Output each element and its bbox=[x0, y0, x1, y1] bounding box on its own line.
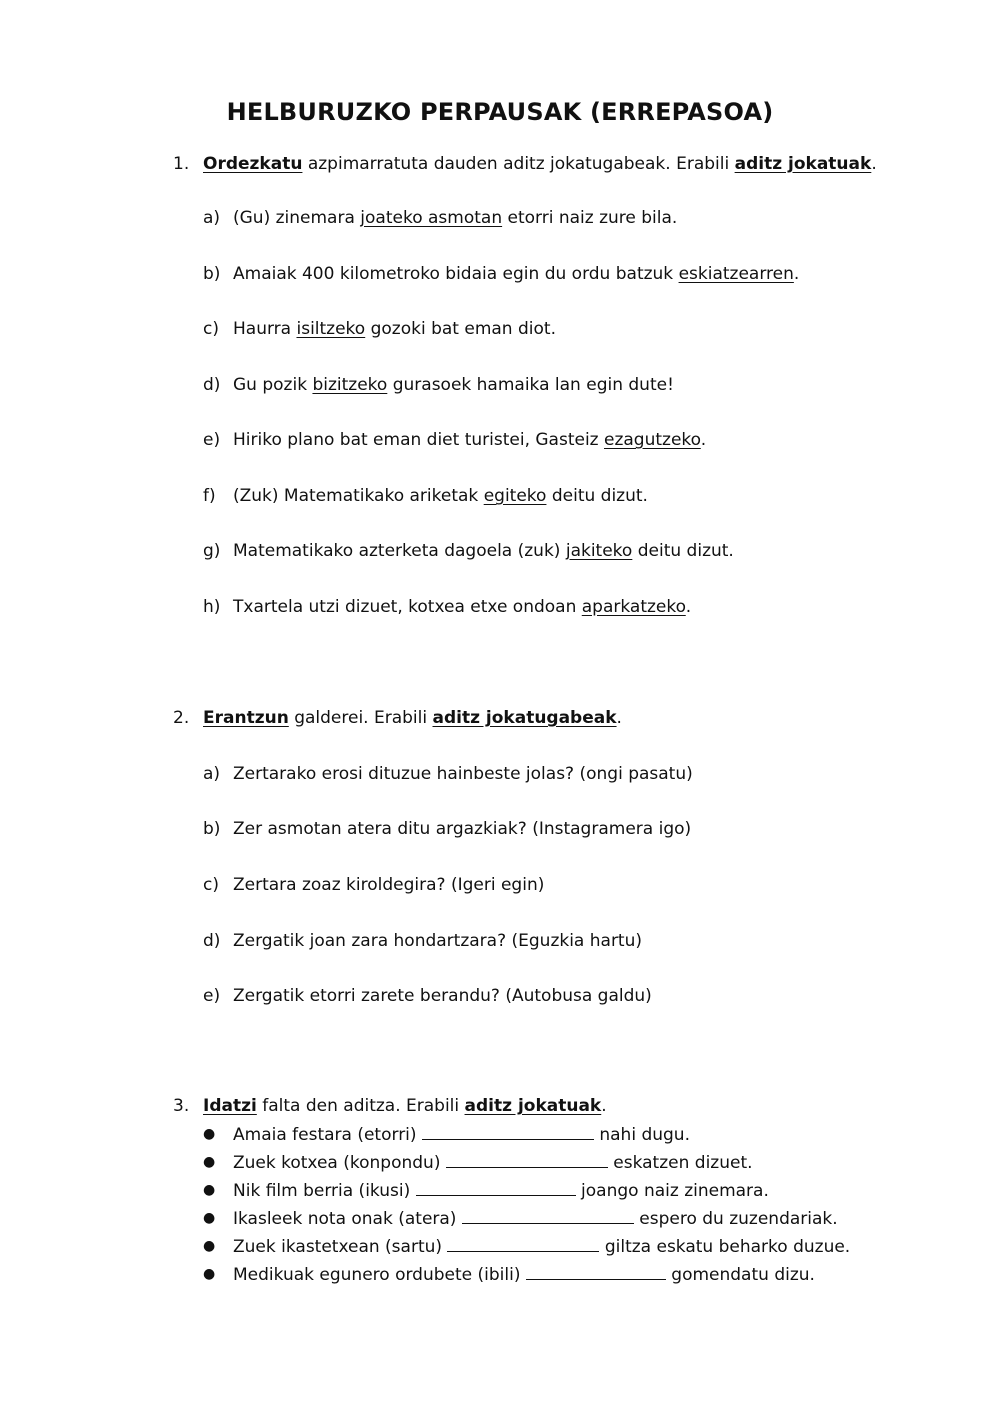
item-text-before: Txartela utzi dizuet, kotxea etxe ondoan bbox=[233, 597, 582, 617]
item-letter: d) bbox=[203, 931, 221, 951]
item-letter: e) bbox=[203, 986, 221, 1006]
item-text-after: eskatzen dizuet. bbox=[607, 1153, 753, 1173]
item-text-after: deitu dizut. bbox=[546, 486, 648, 506]
item-text-after: gozoki bat eman diot. bbox=[365, 319, 556, 339]
item-letter: h) bbox=[203, 597, 221, 617]
item-letter: c) bbox=[203, 875, 219, 895]
item-text-after: espero du zuzendariak. bbox=[633, 1209, 838, 1229]
item-text bbox=[233, 374, 674, 396]
item-letter: b) bbox=[203, 264, 221, 284]
item-letter: a) bbox=[203, 208, 221, 228]
underlined-verb: joateko asmotan bbox=[360, 208, 503, 228]
underlined-verb: aparkatzeko bbox=[581, 597, 686, 617]
item-text bbox=[233, 318, 556, 340]
item-text: Zertarako erosi dituzue hainbeste jolas? (ongi pasatu) bbox=[233, 764, 693, 784]
item-text: Zertara zoaz kiroldegira? (Igeri egin) bbox=[233, 875, 545, 895]
item-letter: c) bbox=[203, 319, 219, 339]
bullet-icon: ● bbox=[203, 1182, 216, 1198]
exercise-instruction: Erantzun galderei. Erabili aditz jokatugabeak. bbox=[203, 708, 622, 728]
item-letter: f) bbox=[203, 486, 216, 506]
item-text: Zergatik etorri zarete berandu? (Autobusa galdu) bbox=[233, 986, 652, 1006]
answer-blank[interactable] bbox=[422, 1123, 594, 1140]
exercise-number: 3. bbox=[173, 1096, 190, 1116]
answer-blank[interactable] bbox=[447, 1235, 599, 1252]
underlined-verb: egiteko bbox=[483, 486, 547, 506]
bullet-icon: ● bbox=[203, 1154, 216, 1170]
item-letter: d) bbox=[203, 375, 221, 395]
item-text-after: giltza eskatu beharko duzue. bbox=[599, 1237, 851, 1257]
item-text bbox=[233, 596, 691, 618]
item-text: Zer asmotan atera ditu argazkiak? (Instagramera igo) bbox=[233, 819, 692, 839]
item-letter: g) bbox=[203, 541, 221, 561]
underlined-verb: ezagutzeko bbox=[604, 430, 701, 450]
item-text-after: gurasoek hamaika lan egin dute! bbox=[387, 375, 674, 395]
exercise-instruction: Idatzi falta den aditza. Erabili aditz jokatuak. bbox=[203, 1096, 607, 1116]
answer-blank[interactable] bbox=[526, 1263, 666, 1280]
item-text-before: Medikuak egunero ordubete (ibili) bbox=[233, 1265, 526, 1285]
exercise-number: 1. bbox=[173, 154, 190, 174]
exercise-instruction: Ordezkatu azpimarratuta dauden aditz jokatugabeak. Erabili aditz jokatuak. bbox=[203, 154, 877, 174]
underlined-verb: bizitzeko bbox=[312, 375, 388, 395]
item-text-after: . bbox=[793, 264, 800, 284]
item-text bbox=[233, 263, 799, 285]
item-text-before: Amaiak 400 kilometroko bidaia egin du ordu batzuk bbox=[233, 264, 679, 284]
item-letter: a) bbox=[203, 764, 221, 784]
bullet-icon: ● bbox=[203, 1238, 216, 1254]
item-text-after: gomendatu dizu. bbox=[665, 1265, 815, 1285]
item-text-after: . bbox=[700, 430, 707, 450]
item-text-before: Gu pozik bbox=[233, 375, 313, 395]
page-title: HELBURUZKO PERPAUSAK (ERREPASOA) bbox=[226, 98, 774, 126]
item-text bbox=[233, 540, 734, 562]
item-text: Zergatik joan zara hondartzara? (Eguzkia hartu) bbox=[233, 931, 643, 951]
item-letter: e) bbox=[203, 430, 221, 450]
item-text-after: etorri naiz zure bila. bbox=[502, 208, 678, 228]
item-text bbox=[233, 1151, 753, 1174]
item-letter: b) bbox=[203, 819, 221, 839]
answer-blank[interactable] bbox=[416, 1179, 576, 1196]
item-text bbox=[233, 1207, 838, 1230]
answer-blank[interactable] bbox=[462, 1207, 634, 1224]
item-text bbox=[233, 429, 706, 451]
item-text bbox=[233, 1123, 690, 1146]
item-text-before: Nik film berria (ikusi) bbox=[233, 1181, 416, 1201]
answer-blank[interactable] bbox=[446, 1151, 608, 1168]
item-text-before: (Gu) zinemara bbox=[233, 208, 361, 228]
item-text-after: deitu dizut. bbox=[632, 541, 734, 561]
underlined-verb: eskiatzearren bbox=[678, 264, 794, 284]
item-text-after: . bbox=[685, 597, 692, 617]
item-text bbox=[233, 1235, 850, 1258]
bullet-icon: ● bbox=[203, 1266, 216, 1282]
item-text bbox=[233, 1179, 769, 1202]
item-text-before: Zuek kotxea (konpondu) bbox=[233, 1153, 446, 1173]
item-text-before: Amaia festara (etorri) bbox=[233, 1125, 422, 1145]
bullet-icon: ● bbox=[203, 1210, 216, 1226]
item-text bbox=[233, 207, 677, 229]
underlined-verb: jakiteko bbox=[565, 541, 633, 561]
bullet-icon: ● bbox=[203, 1126, 216, 1142]
item-text-before: Haurra bbox=[233, 319, 297, 339]
item-text-before: Ikasleek nota onak (atera) bbox=[233, 1209, 462, 1229]
item-text-before: Matematikako azterketa dagoela (zuk) bbox=[233, 541, 566, 561]
item-text-after: nahi dugu. bbox=[593, 1125, 690, 1145]
item-text-before: Hiriko plano bat eman diet turistei, Gasteiz bbox=[233, 430, 604, 450]
underlined-verb: isiltzeko bbox=[296, 319, 366, 339]
item-text-after: joango naiz zinemara. bbox=[575, 1181, 769, 1201]
exercise-number: 2. bbox=[173, 708, 190, 728]
item-text bbox=[233, 485, 648, 507]
item-text-before: Zuek ikastetxean (sartu) bbox=[233, 1237, 448, 1257]
item-text bbox=[233, 1263, 815, 1286]
item-text-before: (Zuk) Matematikako ariketak bbox=[233, 486, 484, 506]
